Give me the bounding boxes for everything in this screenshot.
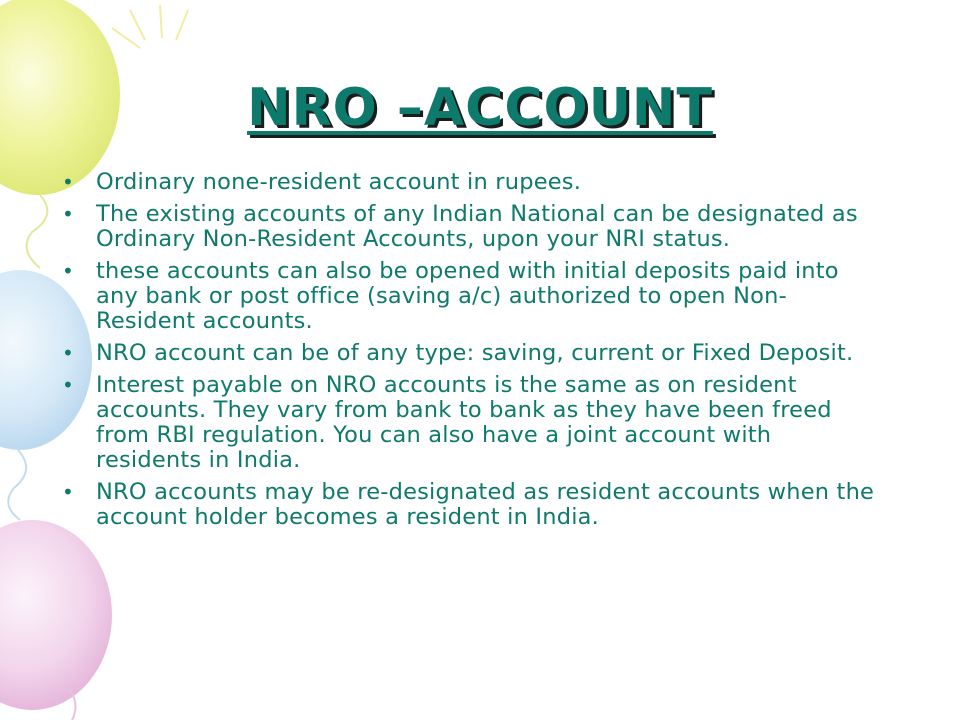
sparkle-lines-decoration — [112, 5, 188, 48]
bullet-item — [60, 202, 880, 252]
bullet-text: Ordinary none-resident account in rupees. — [96, 169, 582, 195]
bullet-glyph: • — [62, 202, 74, 226]
bullet-item — [60, 259, 880, 334]
bullet-text: The existing accounts of any Indian National can be designated as Ordinary Non-Resident Accounts, upon your NRI status. — [96, 201, 858, 252]
bullet-item — [60, 170, 880, 195]
bullet-item — [60, 480, 880, 530]
bullet-text: these accounts can also be opened with initial deposits paid into any bank or post office (saving a/c) authorized to open Non-Resident accounts. — [96, 258, 839, 334]
bullet-glyph: • — [62, 259, 74, 283]
bullet-glyph: • — [62, 373, 74, 397]
bullet-glyph: • — [62, 480, 74, 504]
bullet-glyph: • — [62, 170, 74, 194]
bullet-text: NRO account can be of any type: saving, current or Fixed Deposit. — [96, 340, 854, 366]
pink-balloon-decoration — [0, 520, 112, 720]
slide-title: NRO –ACCOUNT — [247, 78, 713, 138]
bullet-item — [60, 341, 880, 366]
bullet-glyph: • — [62, 341, 74, 365]
bullet-text: Interest payable on NRO accounts is the same as on resident accounts. They vary from bank to bank as they have been freed from RBI regulation. You can also have a joint account with residents in India. — [96, 372, 832, 473]
bullet-item — [60, 373, 880, 473]
bullet-text: NRO accounts may be re-designated as resident accounts when the account holder becomes a resident in India. — [96, 479, 875, 530]
bullet-list — [60, 170, 880, 537]
